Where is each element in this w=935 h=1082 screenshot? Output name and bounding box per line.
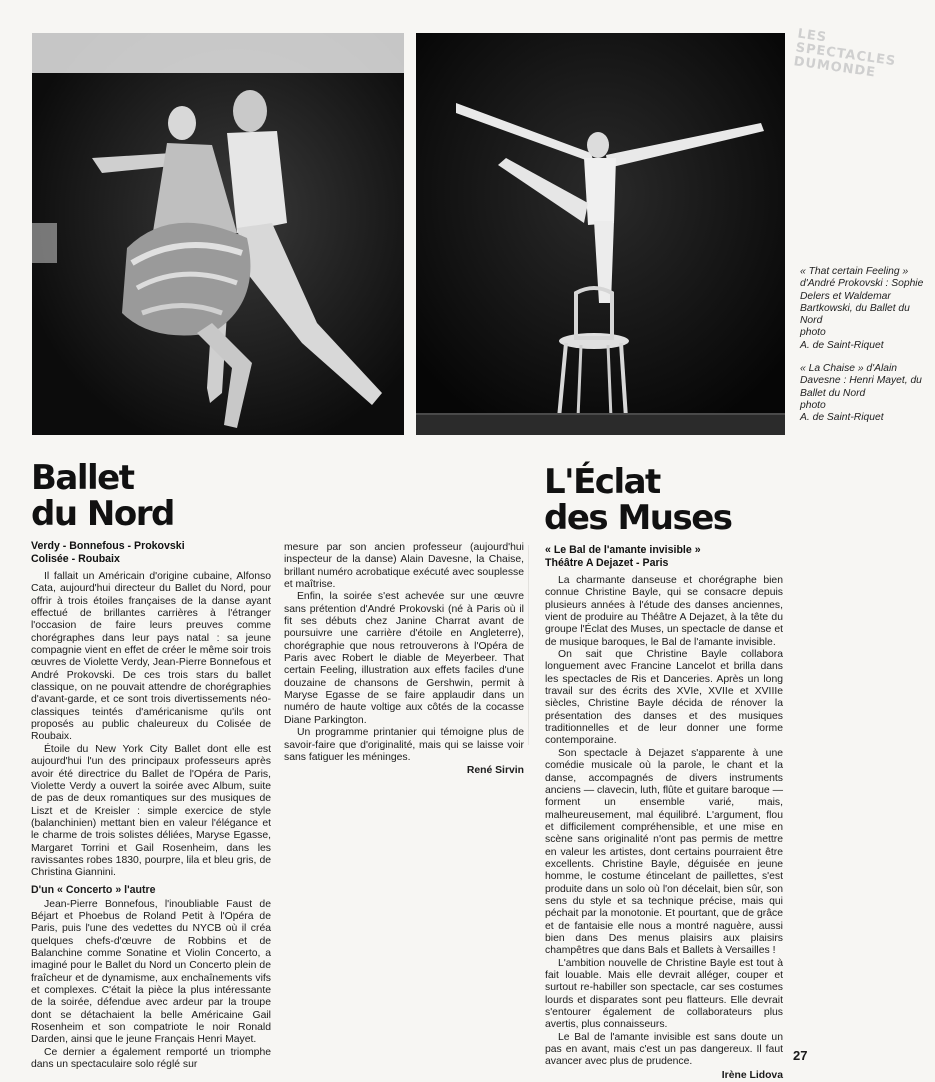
photo-captions [800,266,928,436]
section-heading: D'un « Concerto » l'autre [31,883,156,896]
paragraph: L'ambition nouvelle de Christine Bayle est tout à fait louable. Mais elle devrait alléger, couper et surtout re-habiller son spectacle, car ses costumes lourds et disparates sont peu flatteurs. Elle devrait s'entourer également de collaborateurs plus avertis, plus connaisseurs. [545,957,783,1031]
paragraph: Ce dernier a également remporté un triomphe dans un spectaculaire solo réglé sur [31,1046,271,1071]
paragraph: La charmante danseuse et chorégraphe bien connue Christine Bayle, qui se consacre depuis plusieurs années à l'étude des danses anciennes, vient de produire au Théâtre A Dejazet, à la tête du groupe l'Éclat des Muses, un spectacle de danse et de musique baroques, le Bal de l'amante invisible. [545,575,783,648]
page-number: 27 [793,1048,808,1063]
left-article-column-1 [31,571,271,1071]
paragraph: Jean-Pierre Bonnefous, l'inoubliable Faust de Béjart et Phoebus de Roland Petit à l'Opéra de Paris, puis l'une des vedettes du NYCB où il créa quelques chefs-d'œuvre de Robbins et de Balanchine comme Sonatine et Violin Concerto, a imaginé pour le Ballet du Nord un Concerto plein de fraîcheur et de dynamisme, aux enchaînements vifs et complexes. C'était la pièce la plus intéressante de la soirée, défendue avec ardeur par la troupe dont se détachaient la belle Américaine Gail Rosenheim et son compatriote le noir Ronald Darden, ainsi que le jeune Français Henri Mayet. [31,898,271,1046]
column-divider [528,545,529,745]
photo-la-chaise [416,33,785,435]
caption-left-photo: « That certain Feeling » d'André Prokovski : Sophie Delers et Waldemar Bartkowski, du Ballet du Nord photo A. de Saint-Riquet [800,266,924,351]
headline-eclat-des-muses: L'Éclat des Muses [544,462,732,538]
author-signature: René Sirvin [466,765,524,777]
corner-section-mark: LES SPECTACLES DUMONDE [792,26,898,81]
paragraph: Il fallait un Américain d'origine cubaine, Alfonso Cata, aujourd'hui directeur du Ballet du Nord, pour offrir à trois étoiles françaises de la danse ayant effectué de brillantes carrières à l'étranger l'occasion de faire leurs preuves comme chorégraphes dans leur pays natal : sa jeune compagnie vient en effet de créer le même soir trois œuvres de Violette Verdy, Jean-Pierre Bonnefous et André Prokovski. De ces trois stars du ballet classique, on ne pouvait attendre de chorégraphies d'avant-garde, et ce sont trois divertissements néo-classiques teintés d'américanisme qu'ils ont proposés au public chaleureux du Colisée de Roubaix. [31,571,271,743]
author-signature: Irène Lidova [721,1069,783,1081]
subtitle-eclat-des-muses: « Le Bal de l'amante invisible » Théâtre A Dejazet - Paris [545,544,701,569]
paragraph: Le Bal de l'amante invisible est sans doute un pas en avant, mais c'est un pas dangereux. Il faut avancer avec plus de prudence. [545,1031,783,1068]
paragraph: Étoile du New York City Ballet dont elle est aujourd'hui l'un des principaux professeurs après avoir été directrice du Ballet de l'Opéra de Paris, Violette Verdy a ouvert la soirée avec Album, suite de pas de deux romantiques sur des musiques de Liszt et de Kreisler : simple exercice de style (balanchinien) mettant bien en valeur l'élégance et le charme de trois solistes déliées, Maryse Egasse, Margaret Torrini et Gail Rosenheim, dans les ravissantes robes 1830, pourpre, lila et bleu gris, de Christina Giannini. [31,743,271,879]
caption-right-photo: « La Chaise » d'Alain Davesne : Henri Mayet, du Ballet du Nord photo A. de Saint-Riquet [800,363,922,424]
photo-that-certain-feeling [32,33,404,435]
paragraph: Enfin, la soirée s'est achevée sur une œuvre sans prétention d'André Prokovski (né à Paris où il fit ses débuts chez Janine Charrat avant de poursuivre une carrière d'étoile en Angleterre), chorégraphie que nous retrouverons à l'Opéra de Paris avec Robert le diable de Meyerbeer. That certain Feeling, illustration aux effets faciles d'une douzaine de chansons de Gershwin, permit à Maryse Egasse de se faire applaudir dans un numéro de haute voltige aux côtés de la cocasse Diane Parkington. [284,591,524,726]
paragraph: On sait que Christine Bayle collabora longuement avec Francine Lancelot et brilla dans les spectacles de Ris et Danceries. Après un long travail sur des écrits des XVIe, XVIIe et XVIIIe siècles, Christine Bayle décida de rénover la présentation des danses et des musiques traditionnelles et de leur donner une forme contemporaine. [545,649,783,747]
subtitle-ballet-du-nord: Verdy - Bonnefous - Prokovski Colisée - Roubaix [31,540,185,565]
headline-ballet-du-nord: Ballet du Nord [31,458,174,534]
right-article-column [545,575,783,1082]
paragraph: Un programme printanier qui témoigne plus de savoir-faire que d'originalité, mais qui se laisse voir sans fatiguer les méninges. [284,727,524,763]
left-article-column-2 [284,542,524,778]
paragraph: Son spectacle à Dejazet s'apparente à une comédie musicale où la parole, le chant et la danse, accompagnés de divers instruments anciens — clavecin, luth, flûte et guitare baroque — forment un ensemble varié, mais, malheureusement, mal équilibré. L'argument, flou et difficilement compréhensible, et une mise en scène sans originalité n'ont pas permis de mettre en valeur les artistes, dont certains pourraient être excellents. Christine Bayle, déguisée en jeune homme, le costume étincelant de paillettes, s'est produite dans un solo où l'on décelait, bien sûr, son sens du style et sa technique précise, mais qui péchait par la monotonie. Et pourtant, que de grâce et de fantaisie elle nous a montré naguère, aussi bien dans Des menus plaisirs aux plaisirs champêtres que dans Bals et Ballets à Versailles ! [545,747,783,957]
paragraph: mesure par son ancien professeur (aujourd'hui inspecteur de la danse) Alain Davesne, la Chaise, brillant numéro acrobatique exécuté avec souplesse et maîtrise. [284,542,524,591]
